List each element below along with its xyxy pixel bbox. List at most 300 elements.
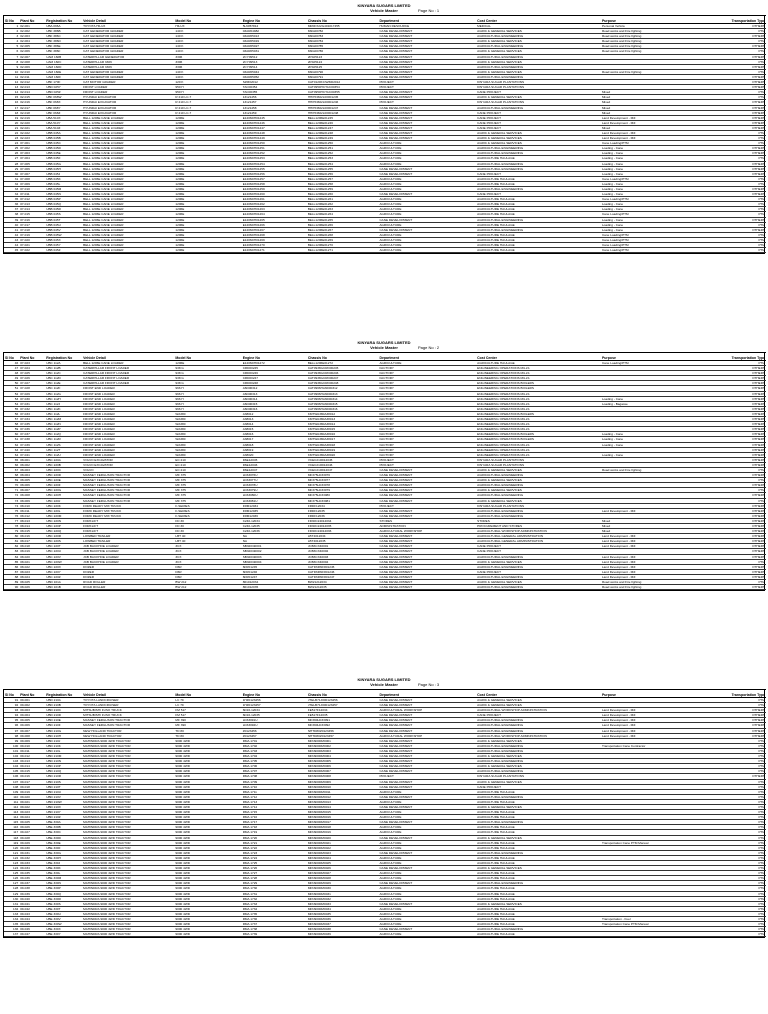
table-cell: AGRICULTURE	[378, 141, 476, 146]
table-cell: Land Development - Mill	[601, 574, 688, 579]
table-cell: 07-009	[19, 181, 45, 186]
table-cell: 4	[4, 39, 19, 44]
table-cell: MFN9000M0030	[307, 886, 379, 891]
table-cell: TD 80	[174, 728, 241, 733]
table-cell: 6	[4, 49, 19, 54]
table-cell: MAHINDRA 9000 4WD TRACTOR	[82, 794, 174, 799]
table-cell: BELL 1206E CANE LOADER	[82, 120, 174, 125]
table-cell: OTHERS	[688, 376, 766, 381]
table-cell: Loading - Cane	[601, 156, 688, 161]
table-cell: RMA 1703	[242, 748, 307, 753]
table-cell: F-SERIES	[174, 508, 241, 513]
table-cell: A38018	[242, 442, 307, 447]
table-cell: 21	[4, 125, 19, 130]
column-header: Purpose	[601, 353, 688, 361]
table-cell: Land Development - Mill	[601, 554, 688, 559]
table-cell: ENGINEERING OPERATIONS BOILERS	[476, 381, 601, 386]
table-cell: MAHINDRA 9000 4WD TRACTOR	[82, 855, 174, 860]
table-cell: WA380	[174, 432, 241, 437]
table-cell: E1206DH01267	[242, 227, 307, 232]
table-cell: LOWBED TRAILER	[82, 539, 174, 544]
table-cell: UBC 220U	[45, 549, 82, 554]
table-cell: CAT GENERATOR GRADER	[82, 49, 174, 54]
table-cell: 09-029	[19, 840, 45, 845]
table-cell: OTHERS	[688, 728, 766, 733]
column-header: Registration No	[45, 690, 82, 698]
page-number: Page No : 3	[418, 682, 440, 687]
table-cell: E1206DH01255	[242, 166, 307, 171]
table-cell: BELL1206E01252	[307, 151, 379, 156]
table-cell: E1206DH01265	[242, 217, 307, 222]
table-cell: 3306	[174, 54, 241, 59]
table-cell: MAHINDRA 9000 4WD TRACTOR	[82, 932, 174, 937]
table-cell: F-SERIES	[174, 503, 241, 508]
table-cell: JTELB71J000123456	[307, 698, 379, 703]
table-cell: 966 H	[174, 406, 241, 411]
table-cell: KMTWA380A38018	[307, 442, 379, 447]
table-cell: PTM	[688, 759, 766, 764]
table-cell: 52	[4, 391, 19, 396]
table-cell: ENGINEERING OPERATIONS BOILERS	[476, 432, 601, 437]
table-cell: 9000 4WD	[174, 871, 241, 876]
table-cell: AGRICULTURAL WORKSHOP ADMINISTRATION	[476, 529, 601, 534]
table-cell: UBC 220J	[45, 498, 82, 503]
table-cell: 07-025	[19, 371, 45, 376]
table-cell: 07-015	[19, 212, 45, 217]
table-cell: PTM	[688, 906, 766, 911]
table-cell: 07-006	[19, 166, 45, 171]
table-cell: MF375LD33079	[307, 488, 379, 493]
table-cell: RMA 1731	[242, 891, 307, 896]
table-cell: AGRICULTURAL ENGINEERING	[476, 585, 601, 590]
table-cell: M9G00790	[307, 69, 379, 74]
table-cell: FRM12034	[242, 503, 307, 508]
table-cell: UBE 330B	[45, 825, 82, 830]
table-cell: 07-010	[19, 187, 45, 192]
table-cell: AGRICULTURAL ENGINEERING	[476, 151, 601, 156]
table-cell: UBE 330V	[45, 917, 82, 922]
table-cell: PTM	[688, 361, 766, 366]
table-cell: CANE DEVELOPMENT	[378, 564, 476, 569]
table-cell: 09-025	[19, 820, 45, 825]
table-cell: CAT GENERATOR GRADER	[82, 39, 174, 44]
table-cell: OTHERS	[688, 54, 766, 59]
company-name: KINYARA SUGARS LIMITED	[357, 677, 411, 682]
table-cell: 140 K	[174, 49, 241, 54]
report-title-text: Vehicle Master	[370, 8, 398, 13]
table-cell: RMA 1727	[242, 871, 307, 876]
table-cell: 02-011	[19, 74, 45, 79]
table-cell: ENGINEERING OPERATIONS MILLS	[476, 452, 601, 457]
table-cell: PTM	[688, 779, 766, 784]
table-cell: CANE DEVELOPMENT	[378, 69, 476, 74]
table-cell: AGRIC & GENERAL SERVICES	[476, 488, 601, 493]
table-cell: PTM	[688, 815, 766, 820]
table-cell: MFN9000M0037	[307, 922, 379, 927]
table-cell: AGRICULTURE	[378, 815, 476, 820]
table-cell: OTHERS	[688, 187, 766, 192]
table-cell: PTM	[688, 845, 766, 850]
table-cell: CAT0966HA6D00313	[307, 391, 379, 396]
table-cell: JTELB71J000123457	[307, 703, 379, 708]
table-cell: CANE PROJECT	[476, 110, 601, 115]
table-cell: ENGINEERING OPERATIONS MILLS	[476, 396, 601, 401]
table-cell: AGRICULTURAL ENGINEERING	[476, 927, 601, 932]
table-cell: 129	[4, 891, 19, 896]
table-cell: UBF 386D	[45, 39, 82, 44]
table-cell: MFN9000M0024	[307, 855, 379, 860]
table-cell: 9000 4WD	[174, 804, 241, 809]
table-cell: JCB3CX40004	[307, 559, 379, 564]
table-cell: AGRICULTURAL ENGINEERING	[476, 554, 601, 559]
table-cell: 9000 4WD	[174, 845, 241, 850]
table-cell: AGRICULTURAL ENGINEERING	[476, 227, 601, 232]
table-cell: 27	[4, 156, 19, 161]
table-cell: 20	[4, 120, 19, 125]
table-cell: UAM 160C	[45, 59, 82, 64]
table-cell: 1206E	[174, 237, 241, 242]
table-cell: 125	[4, 871, 19, 876]
table-cell: 89	[4, 580, 19, 585]
table-cell: 57	[4, 417, 19, 422]
table-cell: SB320/40004	[242, 559, 307, 564]
table-cell: RMA 1704	[242, 754, 307, 759]
table-cell: AGRICULTURAL ENGINEERING	[476, 166, 601, 171]
table-cell: PROJECT	[378, 462, 476, 467]
table-cell: AGRICULTURE	[378, 181, 476, 186]
table-cell: 137	[4, 932, 19, 937]
company-name: KINYARA SUGARS LIMITED	[357, 340, 411, 345]
table-cell: MASSEY FERGUSON TRACTOR	[82, 478, 174, 483]
table-cell: 02-002	[19, 29, 45, 34]
table-cell: AGRICULTURE	[378, 891, 476, 896]
table-cell: UBC 220H	[45, 493, 82, 498]
table-cell: 07-005	[19, 161, 45, 166]
table-cell: BW21212035	[307, 585, 379, 590]
table-cell: UBC 112P	[45, 427, 82, 432]
table-cell: 9000 4WD	[174, 932, 241, 937]
table-cell: AGRICULTURE HAULAGE	[476, 248, 601, 253]
vehicle-table	[4, 352, 766, 590]
table-cell: CAT0120KCSZM02012	[307, 80, 379, 85]
table-cell: 111	[4, 799, 19, 804]
table-cell: FD 30	[174, 524, 241, 529]
table-cell: RMA 1739	[242, 932, 307, 937]
table-cell: MFN9000M0032	[307, 896, 379, 901]
column-header: Chassis No	[307, 16, 379, 24]
table-cell: MASSEY FERGUSON TRACTOR	[82, 473, 174, 478]
column-header: Transportation Type	[688, 690, 766, 698]
table-cell: 9000 4WD	[174, 769, 241, 774]
table-cell: 07-013	[19, 202, 45, 207]
table-cell: RMA 1735	[242, 911, 307, 916]
table-cell: 51	[4, 386, 19, 391]
table-cell: Loading - Bagasse	[601, 401, 688, 406]
table-cell: CANE DEVELOPMENT	[378, 74, 476, 79]
table-cell: 43	[4, 237, 19, 242]
table-cell: 9000 4WD	[174, 927, 241, 932]
table-cell: PTM	[688, 559, 766, 564]
table-cell: 62	[4, 442, 19, 447]
table-cell: RMA 1729	[242, 881, 307, 886]
table-cell: UBE 330J	[45, 861, 82, 866]
table-cell: 07-002	[19, 146, 45, 151]
table-cell: CANE PROJECT	[476, 115, 601, 120]
table-cell: 61	[4, 437, 19, 442]
table-cell: PTM	[688, 830, 766, 835]
table-cell: PTM	[688, 911, 766, 916]
table-cell: ENGINEERING OPERATIONS MILLS	[476, 401, 601, 406]
table-cell: 09-016	[19, 774, 45, 779]
table-cell: AGRIC & GENERAL SERVICES	[476, 698, 601, 703]
table-cell: PROCUREMENT AND STORES	[476, 524, 601, 529]
table-cell: CANE DEVELOPMENT	[378, 483, 476, 488]
table-cell: 75	[4, 508, 19, 513]
table-cell: UBD 210G	[45, 728, 82, 733]
table-cell: FRM12035	[242, 508, 307, 513]
table-cell: 1206E	[174, 141, 241, 146]
table-cell: 02-009	[19, 64, 45, 69]
column-header: Cost Center	[476, 353, 601, 361]
table-cell: BELL 1206E CANE LOADER	[82, 243, 174, 248]
table-cell: 02-001	[19, 24, 45, 29]
table-cell: UBB 045H	[45, 166, 82, 171]
table-cell: 3306	[174, 59, 241, 64]
table-cell: 9000 4WD	[174, 754, 241, 759]
vehicle-table	[4, 15, 766, 253]
table-cell: 80	[4, 534, 19, 539]
table-cell: AGRICULTURE	[378, 248, 476, 253]
table-cell: JCB BACKHOE LOADER	[82, 549, 174, 554]
table-cell: 1206E	[174, 232, 241, 237]
table-cell: D6E12046	[242, 462, 307, 467]
table-cell: 76	[4, 513, 19, 518]
table-cell: UAM 160D	[45, 64, 82, 69]
table-cell: RMA 1713	[242, 799, 307, 804]
table-cell: 09-041	[19, 901, 45, 906]
table-cell: FD 30	[174, 518, 241, 523]
table-cell: UBA 510X	[45, 115, 82, 120]
table-cell: LBT 40	[174, 539, 241, 544]
table-cell: A6D00316	[242, 406, 307, 411]
table-cell: 109	[4, 789, 19, 794]
table-cell: MAHINDRA 9000 4WD TRACTOR	[82, 845, 174, 850]
table-cell: UBD 210Y	[45, 810, 82, 815]
table-cell: 02-007	[19, 54, 45, 59]
table-cell: BELL 1206E CANE LOADER	[82, 227, 174, 232]
table-cell: 1	[4, 24, 19, 29]
table-cell: PTM	[688, 141, 766, 146]
table-cell: PTM	[688, 748, 766, 753]
table-cell: Loading - Cane	[601, 227, 688, 232]
table-cell: WA380	[174, 437, 241, 442]
table-cell: 08-026	[19, 585, 45, 590]
table-cell: UBC 112T	[45, 447, 82, 452]
table-cell: 106	[4, 774, 19, 779]
table-cell: AGRICULTURAL ENGINEERING	[476, 64, 601, 69]
column-header: Plant No	[19, 690, 45, 698]
table-cell: AGRICULTURAL ENGINEERING	[476, 513, 601, 518]
table-cell: OTHERS	[688, 503, 766, 508]
table-cell: 08-011	[19, 508, 45, 513]
table-cell: UBE 330D	[45, 835, 82, 840]
table-cell: 84	[4, 554, 19, 559]
table-cell: 1206E	[174, 120, 241, 125]
table-cell: MFN9000M0038	[307, 927, 379, 932]
table-cell: 09-044	[19, 917, 45, 922]
table-cell: 07-036	[19, 427, 45, 432]
table-cell: 03AR04982	[242, 29, 307, 34]
table-cell: FACTORY	[378, 432, 476, 437]
table-cell: UBA 096A	[45, 24, 82, 29]
table-cell: FACTORY	[378, 437, 476, 442]
table-cell: KINYARA SUGAR PLANTATIONS	[476, 457, 601, 462]
table-cell: Transportation Cane PTM Manual	[601, 840, 688, 845]
table-cell: E1206DH01270	[242, 243, 307, 248]
table-cell: Mixed	[601, 90, 688, 95]
table-cell: BW 212	[174, 580, 241, 585]
table-cell: UBE 330K	[45, 866, 82, 871]
table-cell: BELL1206E01260	[307, 192, 379, 197]
table-cell: UBB 045S	[45, 212, 82, 217]
table-cell: AGRICULTURAL ENGINEERING	[476, 54, 601, 59]
table-cell: AGRICULTURAL ENGINEERING	[476, 217, 601, 222]
table-cell: MAHINDRA 9000 4WD TRACTOR	[82, 866, 174, 871]
table-cell: AGRICULTURE	[378, 911, 476, 916]
table-cell: FACTORY	[378, 371, 476, 376]
table-cell: 72	[4, 493, 19, 498]
table-cell: CANE DEVELOPMENT	[378, 927, 476, 932]
table-cell: UBB 045Q	[45, 202, 82, 207]
table-cell: PROJECT	[378, 457, 476, 462]
table-cell: AGRICULTURE HAULAGE	[476, 855, 601, 860]
table-cell: AGRIC & GENERAL SERVICES	[476, 467, 601, 472]
table-cell: CANE DEVELOPMENT	[378, 718, 476, 723]
table-cell: BELL 1206E CANE LOADER	[82, 161, 174, 166]
table-cell: AGRICULTURE	[378, 361, 476, 366]
table-cell: 98	[4, 733, 19, 738]
table-cell: 59	[4, 427, 19, 432]
table-cell: UBF 386E	[45, 44, 82, 49]
table-cell: 44	[4, 243, 19, 248]
table-cell: FACTORY	[378, 427, 476, 432]
table-cell: AGRICULTURE	[378, 237, 476, 242]
table-cell: MFN9000M0031	[307, 891, 379, 896]
table-cell: OTHERS	[688, 371, 766, 376]
table-cell: E1206DH01254	[242, 161, 307, 166]
table-cell: MAHINDRA 9000 4WD TRACTOR	[82, 820, 174, 825]
table-cell: 63	[4, 447, 19, 452]
table-cell: CATERPILLAR FRONT LOADER	[82, 376, 174, 381]
table-cell: 09-022	[19, 804, 45, 809]
table-cell: LBT4012035	[307, 539, 379, 544]
table-cell: AGRICULTURE HAULAGE	[476, 861, 601, 866]
table-cell: 07-012	[19, 197, 45, 202]
table-cell: OTHERS	[688, 544, 766, 549]
table-cell: 02-017	[19, 105, 45, 110]
table-cell: 03AR05027	[242, 44, 307, 49]
table-cell: BELL1206E01266	[307, 222, 379, 227]
table-cell: 88	[4, 574, 19, 579]
table-cell: 1206E	[174, 217, 241, 222]
table-cell: BELL1206E01264	[307, 212, 379, 217]
table-cell: UBB 045C	[45, 141, 82, 146]
table-cell: Road works and Fire fighting	[601, 39, 688, 44]
table-cell: E1206DH01256	[242, 171, 307, 176]
table-cell: CANE DEVELOPMENT	[378, 804, 476, 809]
table-cell: UBD 210B	[45, 703, 82, 708]
table-cell: KINYARA SUGAR PLANTATIONS	[476, 85, 601, 90]
table-cell: MFN9000M0012	[307, 794, 379, 799]
table-cell: 90	[4, 585, 19, 590]
table-cell: MAHINDRA 9000 4WD TRACTOR	[82, 886, 174, 891]
table-cell: CANE DEVELOPMENT	[378, 110, 476, 115]
table-cell: PTM	[688, 703, 766, 708]
table-cell: BELL 1206E CANE LOADER	[82, 232, 174, 237]
table-cell: UBE 330G	[45, 850, 82, 855]
table-cell: OTHERS	[688, 74, 766, 79]
table-cell: 126	[4, 876, 19, 881]
table-cell: AGRICULTURE HAULAGE	[476, 243, 601, 248]
table-cell: PTM	[688, 891, 766, 896]
table-cell: F-SERIES	[174, 513, 241, 518]
table-cell: 1206E	[174, 192, 241, 197]
table-cell: UBD 210S	[45, 779, 82, 784]
table-cell: NA	[242, 539, 307, 544]
table-cell: KINYARA SUGAR PLANTATIONS	[476, 462, 601, 467]
table-cell: FACTORY	[378, 396, 476, 401]
table-cell: LD33079U	[242, 488, 307, 493]
table-cell: OTHERS	[688, 192, 766, 197]
table-cell: M9G00785	[307, 44, 379, 49]
table-cell: MITSUBISHI FUSO TRUCK	[82, 713, 174, 718]
table-cell: OTHERS	[688, 105, 766, 110]
table-cell: 9000 4WD	[174, 799, 241, 804]
table-cell: Road works and Fire fighting	[601, 580, 688, 585]
table-cell: CANE DEVELOPMENT	[378, 508, 476, 513]
table-cell: AGRIC & GENERAL SERVICES	[476, 901, 601, 906]
table-cell: 66	[4, 462, 19, 467]
table-cell: AGRICULTURE	[378, 187, 476, 192]
table-cell: PTM	[688, 237, 766, 242]
table-cell: CANE DEVELOPMENT	[378, 850, 476, 855]
table-cell: BELL 1206E CANE LOADER	[82, 166, 174, 171]
table-cell: BELL1206E01270	[307, 243, 379, 248]
table-cell: OTHERS	[688, 386, 766, 391]
table-cell: Land Development - Mill	[601, 115, 688, 120]
table-cell: 108	[4, 784, 19, 789]
table-cell: UBF 386F	[45, 49, 82, 54]
table-cell: CANE DEVELOPMENT	[378, 478, 476, 483]
table-header-row	[4, 16, 766, 24]
table-cell: ENGINEERING OPERATIONS MILLS	[476, 422, 601, 427]
table-cell: WA380	[174, 411, 241, 416]
table-cell: Loading - Cane	[601, 452, 688, 457]
table-cell: UBE 330S	[45, 901, 82, 906]
table-cell: 22	[4, 130, 19, 135]
table-cell: VCEC210D12045	[307, 457, 379, 462]
table-cell: 09-028	[19, 835, 45, 840]
table-cell: CATERPILLAR FRONT LOADER	[82, 366, 174, 371]
table-cell: AGRICULTURE	[378, 840, 476, 845]
table-cell: 77	[4, 518, 19, 523]
table-cell: CANE DEVELOPMENT	[378, 585, 476, 590]
table-cell: UBD 210N	[45, 759, 82, 764]
table-cell: AGRIC & GENERAL SERVICES	[476, 49, 601, 54]
table-cell: UBB 045E	[45, 151, 82, 156]
table-cell: 03AR05013	[242, 34, 307, 39]
table-cell: PTM	[688, 743, 766, 748]
